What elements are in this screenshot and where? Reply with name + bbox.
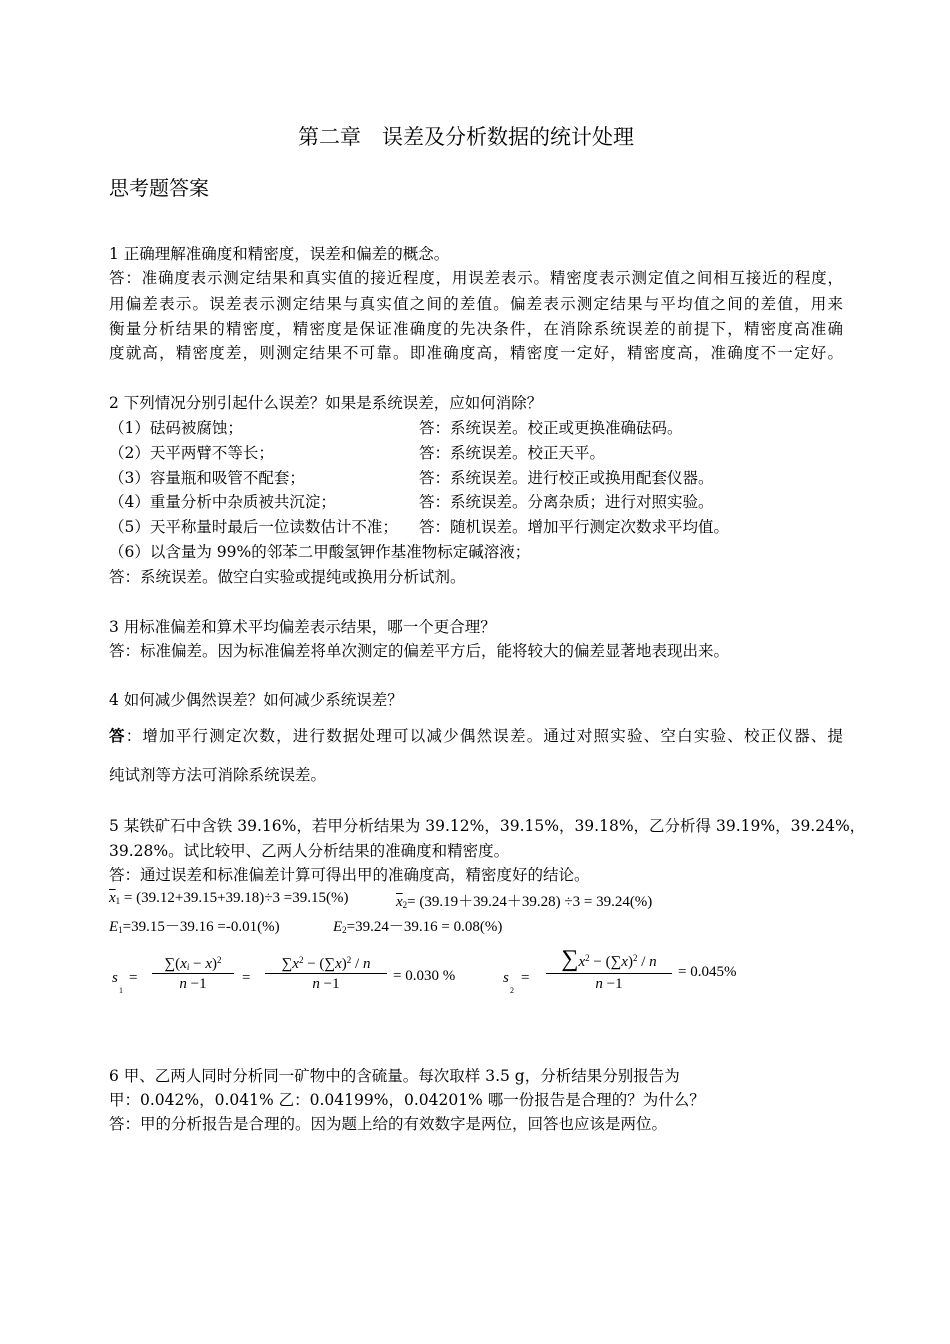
question-2-case-answer: 答：随机误差。增加平行测定次数求平均值。	[419, 518, 730, 536]
equals-sign: =	[129, 970, 138, 986]
question-2-case: （5）天平称量时最后一位读数估计不准；	[109, 518, 398, 536]
question-6-line: 6 甲、乙两人同时分析同一矿物中的含硫量。每次取样 3.5 g，分析结果分别报告为	[109, 1067, 680, 1085]
page-title: 第二章 误差及分析数据的统计处理	[298, 125, 634, 149]
question-2: 2 下列情况分别引起什么误差？如果是系统误差，应如何消除？	[109, 394, 543, 412]
std-dev-1-symbol: s	[112, 970, 118, 986]
question-2-case: （1）砝码被腐蚀；	[109, 419, 243, 437]
question-5-line: 39.28%。试比较甲、乙两人分析结果的准确度和精密度。	[109, 842, 510, 860]
equals-sign: =	[521, 970, 530, 986]
answer-4-line	[109, 726, 843, 746]
std-dev-1-fraction-b: $\frac{\sum x^2 - (\sum x)^2 / n}{n -1}$	[265, 955, 387, 993]
answer-4-text: ：增加平行测定次数，进行数据处理可以减少偶然误差。通过对照实验、空白实验、校正仪器、提	[125, 727, 843, 745]
answer-1-line: 衡量分析结果的精密度，精密度是保证准确度的先决条件，在消除系统误差的前提下，精密度高准确	[109, 320, 843, 338]
question-5-line: 5 某铁矿石中含铁 39.16%，若甲分析结果为 39.12%，39.15%，39.18%，乙分析得 39.19%，39.24%，	[109, 817, 866, 835]
answer-4-line: 纯试剂等方法可消除系统误差。	[109, 766, 327, 784]
question-2-case-answer: 答：系统误差。校正天平。	[419, 444, 606, 462]
question-2-case-answer: 答：系统误差。做空白实验或提纯或换用分析试剂。	[109, 568, 466, 586]
answer-5: 答：通过误差和标准偏差计算可得出甲的准确度高，精密度好的结论。	[109, 866, 590, 884]
error-1-formula: $E_1=39.15-39.16 =-0.01(\%)$	[109, 919, 280, 935]
answer-6: 答：甲的分析报告是合理的。因为题上给的有效数字是两位，回答也应该是两位。	[109, 1115, 668, 1133]
question-2-case: （4）重量分析中杂质被共沉淀；	[109, 493, 336, 511]
answer-1-line: 用偏差表示。误差表示测定结果与真实值之间的差值。偏差表示测定结果与平均值之间的差值，用来	[109, 295, 843, 313]
question-2-case: （3）容量瓶和吸管不配套；	[109, 469, 305, 487]
question-2-case-answer: 答：系统误差。进行校正或换用配套仪器。	[419, 469, 714, 487]
answer-1-line: 度就高，精密度差，则测定结果不可靠。即准确度高，精密度一定好，精密度高，准确度不一定好。	[109, 344, 843, 362]
std-dev-2-fraction: $\frac{\sum x^2 - (\sum x)^2 / n}{n -1}$	[546, 946, 672, 993]
question-6-line: 甲：0.042%，0.041% 乙：0.04199%，0.04201% 哪一份报告是合理的？为什么？	[109, 1091, 705, 1109]
std-dev-2-symbol: s	[503, 970, 509, 986]
question-2-case-answer: 答：系统误差。校正或更换准确砝码。	[419, 419, 683, 437]
answer-4-prefix: 答	[109, 726, 126, 745]
std-dev-2-value: = 0.045%	[678, 964, 737, 980]
question-4: 4 如何减少偶然误差？如何减少系统误差？	[109, 691, 403, 709]
std-dev-2-subscript: 2	[510, 986, 514, 995]
error-2-formula: $E_2=39.24-39.16 = 0.08(\%)$	[333, 919, 503, 935]
std-dev-1-fraction-a: $\frac{\sum(x_i - x)^2}{n -1}$	[152, 955, 234, 993]
question-1: 1 正确理解准确度和精密度，误差和偏差的概念。	[109, 245, 450, 263]
answer-1-line: 答：准确度表示测定结果和真实值的接近程度，用误差表示。精密度表示测定值之间相互接近的程度，	[109, 269, 843, 287]
section-heading: 思考题答案	[109, 176, 209, 200]
mean-1-formula: $\overline{x}_1 = (39.12+39.15+39.18)\div 3 =39.15(\%)$	[109, 890, 349, 906]
std-dev-1-value: = 0.030 %	[393, 968, 456, 984]
std-dev-1-subscript: 1	[119, 986, 123, 995]
answer-3: 答：标准偏差。因为标准偏差将单次测定的偏差平方后，能将较大的偏差显著地表现出来。	[109, 642, 730, 660]
question-2-case: （6）以含量为 99%的邻苯二甲酸氢钾作基准物标定碱溶液；	[109, 543, 531, 561]
question-3: 3 用标准偏差和算术平均偏差表示结果，哪一个更合理？	[109, 618, 496, 636]
mean-2-formula: $\overline{x}_2= (39.19+39.24+39.28) \div 3 = 39.24(\%)$	[396, 894, 653, 910]
question-2-case-answer: 答：系统误差。分离杂质；进行对照实验。	[419, 493, 714, 511]
equals-sign: =	[242, 970, 251, 986]
question-2-case: （2）天平两臂不等长；	[109, 444, 274, 462]
